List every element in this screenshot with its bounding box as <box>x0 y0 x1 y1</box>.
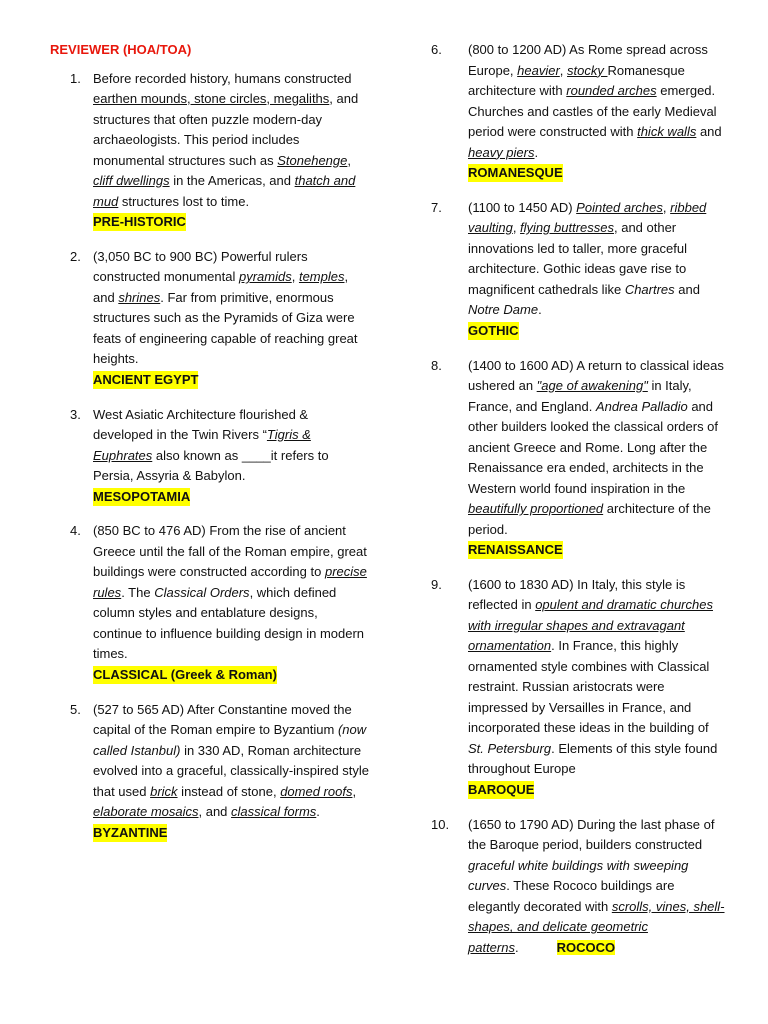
text-segment: Before recorded history, humans constructed <box>93 70 352 86</box>
text-segment: "age of awakening" <box>536 378 648 394</box>
item-number-wrap <box>50 247 93 391</box>
item-text <box>93 69 370 213</box>
item-body <box>93 69 370 233</box>
text-segment: stocky <box>567 62 608 78</box>
left-list <box>50 69 370 844</box>
item-number-wrap <box>425 575 468 801</box>
item-text <box>468 40 725 163</box>
list-item <box>50 405 370 508</box>
text-segment: instead of stone, <box>177 783 281 799</box>
text-segment: , <box>347 152 351 168</box>
item-text <box>93 405 370 487</box>
left-column <box>50 40 370 857</box>
item-number: 10. <box>431 816 450 832</box>
item-body <box>468 40 725 184</box>
text-segment: Romanesque architecture with <box>468 62 685 98</box>
text-segment: . Far from primitive, enormous structures such as the Pyramids of Giza were feats of engineering capable of reaching great heights. <box>93 289 358 367</box>
text-segment: West Asiatic Architecture flourished & developed in the Twin Rivers “ <box>93 406 309 443</box>
list-item <box>50 700 370 844</box>
text-segment: heavy piers <box>468 144 535 160</box>
right-column <box>425 40 725 972</box>
item-text <box>468 575 725 780</box>
text-segment: , <box>291 269 299 285</box>
item-number: 4. <box>70 523 81 539</box>
item-body <box>468 356 725 561</box>
text-segment: also known as ____it refers to Persia, Assyria & Babylon. <box>93 447 329 484</box>
text-segment: beautifully proportioned <box>468 501 604 517</box>
text-segment: earthen mounds, stone circles, megaliths <box>93 91 330 106</box>
item-number: 8. <box>431 357 442 373</box>
item-body <box>93 700 370 844</box>
text-segment: pyramids <box>238 269 292 285</box>
text-segment: , <box>512 220 521 236</box>
item-text <box>468 817 725 955</box>
text-segment: and other builders looked the classical orders of ancient Greece and Rome. Long after the Renaissance era ended, architects in the Western world found inspiration in the <box>468 398 719 496</box>
text-segment: opulent and dramatic churches with irregular shapes and extravagant ornamentation <box>468 597 713 654</box>
list-item <box>425 198 725 342</box>
answer-highlight: ROMANESQUE <box>468 165 563 180</box>
item-text <box>93 700 370 823</box>
list-item <box>50 69 370 233</box>
text-segment: structures lost to time. <box>118 193 250 209</box>
text-segment: , and <box>198 804 232 820</box>
text-segment: temples <box>298 269 345 285</box>
item-number-wrap <box>50 521 93 685</box>
item-text <box>468 198 725 321</box>
text-segment: (1100 to 1450 AD) <box>468 199 577 215</box>
text-segment: rounded arches <box>566 83 657 98</box>
right-list <box>425 40 725 958</box>
text-segment: , which defined column styles and entablature designs, continue to influence building design in modern times. <box>93 584 365 662</box>
text-segment: . <box>538 302 542 318</box>
item-number-wrap <box>425 815 468 959</box>
text-segment: precise rules <box>93 564 367 600</box>
text-segment: , and <box>93 269 349 305</box>
text-segment: architecture of the period. <box>468 501 711 537</box>
answer-highlight: MESOPOTAMIA <box>93 488 191 504</box>
list-item <box>50 247 370 391</box>
item-body <box>468 815 725 959</box>
text-segment: heavier <box>517 62 560 78</box>
text-segment: and <box>674 281 700 297</box>
text-segment: Pointed arches <box>576 199 663 215</box>
item-number: 1. <box>70 70 81 86</box>
text-segment: Stonehenge <box>277 152 348 168</box>
text-segment: Chartres <box>624 281 675 297</box>
document-title: REVIEWER (HOA/TOA) <box>50 42 192 57</box>
text-segment: domed roofs <box>280 783 353 799</box>
answer-highlight: ROCOCO <box>556 939 616 955</box>
text-segment: . The <box>121 584 155 600</box>
answer-highlight: RENAISSANCE <box>468 542 563 558</box>
text-segment: (800 to 1200 AD) As Rome spread across Europe, <box>468 42 708 78</box>
answer-highlight: PRE-HISTORIC <box>93 214 186 229</box>
item-number-wrap <box>50 700 93 844</box>
item-body <box>93 521 370 685</box>
text-segment: , and other innovations led to taller, more graceful architecture. Gothic ideas gave rise to magnificent cathedrals like <box>468 220 687 297</box>
text-segment: in 330 AD, Roman architecture evolved into a graceful, classically-inspired style that used <box>93 742 370 799</box>
text-segment: thick walls <box>637 124 697 139</box>
text-segment: St. Petersburg <box>468 740 552 756</box>
answer-highlight: BYZANTINE <box>93 824 168 840</box>
text-segment: thatch and mud <box>93 173 356 209</box>
text-segment: Notre Dame <box>468 302 539 318</box>
list-item <box>425 575 725 801</box>
text-segment: . <box>316 804 320 820</box>
text-segment: classical forms <box>231 804 317 820</box>
item-number: 2. <box>70 248 81 264</box>
answer-highlight: ANCIENT EGYPT <box>93 371 199 387</box>
item-number: 3. <box>70 406 81 422</box>
text-segment: in Italy, France, and England. <box>468 378 692 414</box>
text-segment: graceful white buildings with sweeping curves <box>468 857 689 894</box>
text-segment: Andrea Palladio <box>595 398 688 414</box>
item-text <box>93 247 370 370</box>
answer-highlight: BAROQUE <box>468 781 535 797</box>
text-segment: flying buttresses <box>520 220 614 236</box>
text-segment: Tigris & Euphrates <box>93 427 311 463</box>
text-segment: (850 BC to 476 AD) From the rise of ancient Greece until the fall of the Roman empire, great buildings were constructed according to <box>93 523 367 580</box>
text-segment: shrines <box>118 289 161 305</box>
item-number-wrap <box>425 198 468 342</box>
text-segment: (now called Istanbul) <box>93 722 367 758</box>
list-item <box>50 521 370 685</box>
text-segment: in the Americas, and <box>169 173 295 188</box>
text-segment: elaborate mosaics <box>93 804 199 820</box>
answer-highlight: CLASSICAL (Greek & Roman) <box>93 666 277 682</box>
list-item <box>425 356 725 561</box>
item-body <box>468 198 725 342</box>
text-segment: (1400 to 1600 AD) A return to classical ideas ushered an <box>468 357 724 394</box>
text-segment: , <box>662 199 671 215</box>
text-segment: (3,050 BC to 900 BC) Powerful rulers constructed monumental <box>93 248 308 285</box>
text-segment: , <box>559 62 568 78</box>
item-number: 6. <box>431 42 442 57</box>
item-number: 5. <box>70 701 81 717</box>
text-segment: and <box>696 124 722 139</box>
item-text <box>468 356 725 541</box>
text-segment: (527 to 565 AD) After Constantine moved the capital of the Roman empire to Byzantium <box>93 701 352 738</box>
item-body <box>93 247 370 391</box>
item-number-wrap <box>425 356 468 561</box>
item-number-wrap <box>425 40 468 184</box>
item-body <box>468 575 725 801</box>
text-segment: brick <box>150 783 178 799</box>
text-segment: cliff dwellings <box>93 173 170 188</box>
text-segment: , and structures that often puzzle modern-day archaeologists. This period includes monumental structures such as <box>93 91 359 168</box>
item-body <box>93 405 370 508</box>
text-segment: , <box>352 783 357 799</box>
item-number-wrap <box>50 69 93 233</box>
item-number: 7. <box>431 199 442 215</box>
item-text <box>93 521 370 665</box>
list-item <box>425 40 725 184</box>
text-segment: ribbed vaulting <box>468 199 707 236</box>
text-segment: . In France, this highly ornamented style combines with Classical restraint. Russian aristocrats were impressed by Versailles in France, and incorporated these ideas in the building of <box>468 638 710 736</box>
text-segment: . Elements of this style found throughout Europe <box>468 740 718 777</box>
text-segment: (1600 to 1830 AD) In Italy, this style is reflected in <box>468 576 686 613</box>
answer-highlight: GOTHIC <box>468 322 519 338</box>
text-segment: . <box>534 144 539 160</box>
text-segment: . These Rococo buildings are elegantly decorated with <box>468 878 675 914</box>
text-segment: scrolls, vines, shell-shapes, and delicate geometric patterns <box>468 898 725 955</box>
item-number: 9. <box>431 576 442 592</box>
text-segment: Classical Orders <box>154 584 250 600</box>
list-item <box>425 815 725 959</box>
text-segment: (1650 to 1790 AD) During the last phase of the Baroque period, builders constructed <box>468 816 715 853</box>
text-segment: emerged. Churches and castles of the early Medieval period were constructed with <box>468 83 717 139</box>
text-segment: . <box>514 939 519 955</box>
item-number-wrap <box>50 405 93 508</box>
